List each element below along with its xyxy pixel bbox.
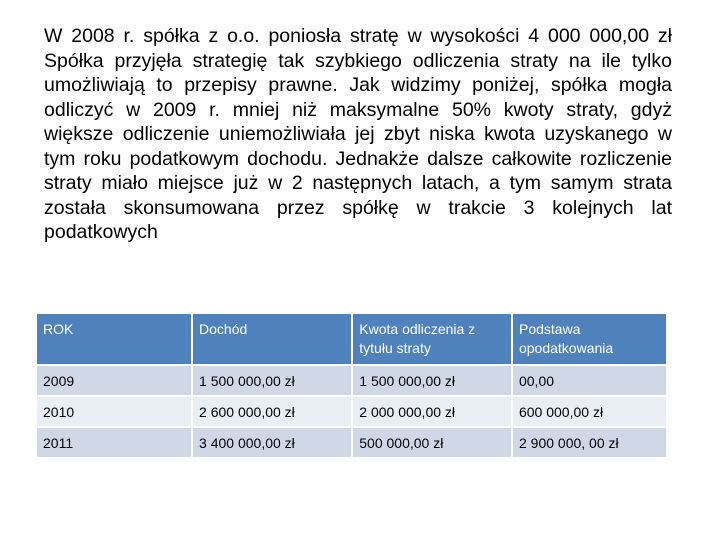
cell-year: 2009: [36, 365, 192, 396]
cell-tax-base: 2 900 000, 00 zł: [512, 427, 667, 458]
header-year: ROK: [36, 313, 192, 365]
loss-deduction-table: [35, 312, 668, 459]
table-row: [36, 365, 667, 396]
cell-income: 2 600 000,00 zł: [192, 396, 352, 427]
cell-deduction: 1 500 000,00 zł: [352, 365, 512, 396]
header-income: Dochód: [192, 313, 352, 365]
cell-deduction: 500 000,00 zł: [352, 427, 512, 458]
table-row: [36, 427, 667, 458]
intro-paragraph: W 2008 r. spółka z o.o. poniosła stratę w wysokości 4 000 000,00 zł Spółka przyjęła strategię tak szybkiego odliczenia straty na ile tylko umożliwiają to przepisy prawne. Jak widzimy poniżej, spółka mogła odliczyć w 2009 r. mniej niż maksymalne 50% kwoty straty, gdyż większe odliczenie uniemożliwiała jej zbyt niska kwota uzyskanego w tym roku podatkowym dochodu. Jednakże dalsze całkowite rozliczenie straty miało miejsce już w 2 następnych latach, a tym samym strata została skonsumowana przez spółkę w trakcie 3 kolejnych lat podatkowych: [44, 25, 672, 243]
cell-tax-base: 00,00: [512, 365, 667, 396]
cell-income: 3 400 000,00 zł: [192, 427, 352, 458]
cell-year: 2011: [36, 427, 192, 458]
header-row: [36, 313, 667, 365]
table-row: [36, 396, 667, 427]
cell-deduction: 2 000 000,00 zł: [352, 396, 512, 427]
header-tax-base: Podstawa opodatkowania: [512, 313, 667, 365]
table-body: [36, 365, 667, 458]
cell-tax-base: 600 000,00 zł: [512, 396, 667, 427]
header-deduction: Kwota odliczenia z tytułu straty: [352, 313, 512, 365]
cell-income: 1 500 000,00 zł: [192, 365, 352, 396]
cell-year: 2010: [36, 396, 192, 427]
table-header: [36, 313, 667, 365]
